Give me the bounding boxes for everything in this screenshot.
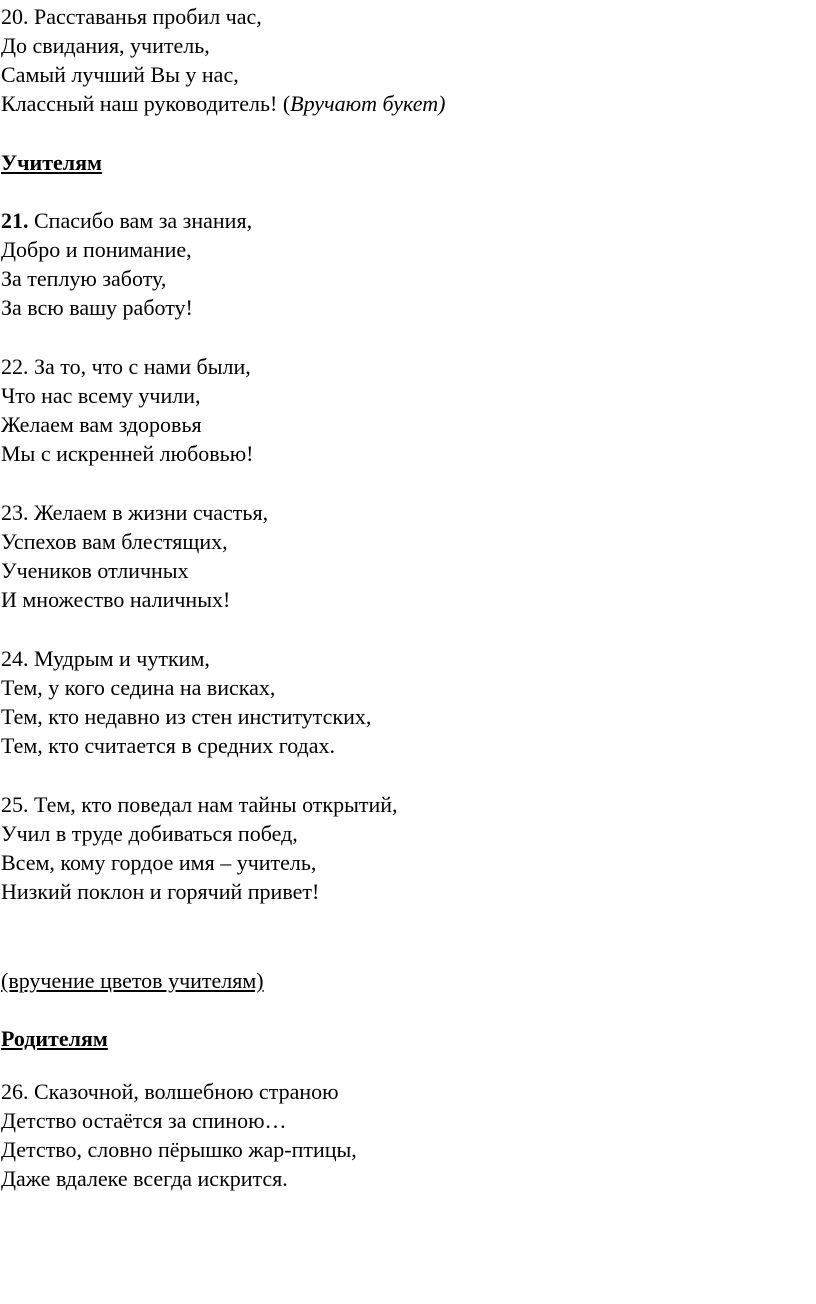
poem-line: 20. Расставанья пробил час,	[1, 4, 262, 29]
poem-line: Успехов вам блестящих,	[1, 529, 228, 554]
poem-line: И множество наличных!	[1, 587, 231, 612]
poem-line: Низкий поклон и горячий привет!	[1, 879, 320, 904]
stanza-number: 21.	[1, 208, 29, 233]
poem-line: 25. Тем, кто поведал нам тайны открытий,	[1, 792, 398, 817]
section-heading-teachers: Учителям	[1, 150, 103, 175]
stage-direction: Вручают букет)	[290, 91, 446, 116]
stage-note: (вручение цветов учителям)	[1, 968, 264, 993]
poem-line: Даже вдалеке всегда искрится.	[1, 1166, 288, 1191]
poem-line: 26. Сказочной, волшебною страною	[1, 1079, 339, 1104]
poem-line: 24. Мудрым и чутким,	[1, 646, 210, 671]
poem-line: 23. Желаем в жизни счастья,	[1, 500, 269, 525]
poem-line: Тем, у кого седина на висках,	[1, 675, 276, 700]
poem-line: Что нас всему учили,	[1, 383, 201, 408]
poem-line: Всем, кому гордое имя – учитель,	[1, 850, 317, 875]
section-heading-parents: Родителям	[1, 1026, 108, 1051]
poem-line: Мы с искренней любовью!	[1, 441, 254, 466]
poem-line: Самый лучший Вы у нас,	[1, 62, 239, 87]
poem-line: За теплую заботу,	[1, 266, 167, 291]
poem-line-text: Классный наш руководитель! (	[1, 91, 291, 116]
poem-line: Детство остаётся за спиною…	[1, 1108, 287, 1133]
poem-line: Учил в труде добиваться побед,	[1, 821, 298, 846]
poem-line: Учеников отличных	[1, 558, 189, 583]
poem-line: Детство, словно пёрышко жар-птицы,	[1, 1137, 357, 1162]
poem-line: 22. За то, что с нами были,	[1, 354, 251, 379]
poem-line: Тем, кто считается в средних годах.	[1, 733, 336, 758]
poem-line: За всю вашу работу!	[1, 295, 193, 320]
poem-line: До свидания, учитель,	[1, 33, 210, 58]
poem-line: Желаем вам здоровья	[1, 412, 202, 437]
poem-line	[1, 206, 252, 235]
poem-line: Добро и понимание,	[1, 237, 192, 262]
poem-line	[1, 89, 445, 118]
poem-line-text: Спасибо вам за знания,	[28, 208, 253, 233]
poem-line: Тем, кто недавно из стен институтских,	[1, 704, 372, 729]
